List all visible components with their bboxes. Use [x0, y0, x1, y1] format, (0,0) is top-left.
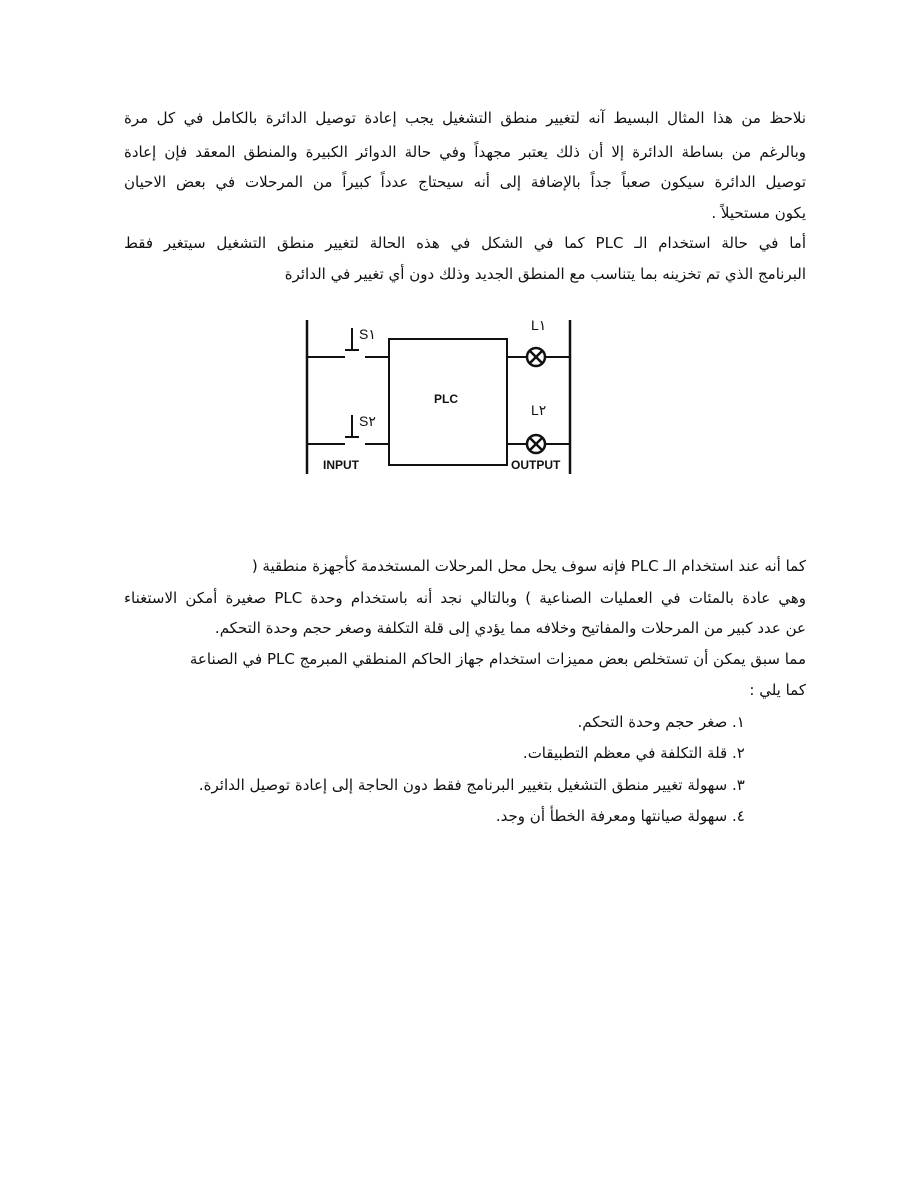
- advantage-number: ٣.: [732, 776, 745, 794]
- advantage-text: قلة التكلفة في معظم التطبيقات.: [522, 744, 728, 762]
- paragraph-3-line-4: مما سبق يمكن أن تستخلص بعض مميزات استخدام جهاز الحاكم المنطقي المبرمج PLC في الصناعة: [189, 650, 806, 668]
- plc-label: PLC: [434, 392, 458, 406]
- advantage-text: سهولة تغيير منطق التشغيل بتغيير البرنامج فقط دون الحاجة إلى إعادة توصيل الدائرة.: [198, 776, 728, 794]
- paragraph-1-line-3: توصيل الدائرة سيكون صعباً جداً بالإضافة إلى أنه سيحتاج عدداً كبيراً من المرحلات في بعض الاحيان: [124, 173, 806, 191]
- paragraph-1-line-4: يكون مستحيلاً .: [711, 204, 806, 222]
- lamp-l1-icon: [507, 348, 570, 366]
- advantage-text: سهولة صيانتها ومعرفة الخطأ أن وجد.: [495, 807, 728, 825]
- advantage-number: ٤.: [732, 807, 745, 825]
- lamp-l1-label: L١: [531, 317, 547, 333]
- paragraph-2-line-1: أما في حالة استخدام الـ PLC كما في الشكل في هذه الحالة لتغيير منطق التشغيل سيتغير فقط: [124, 234, 806, 252]
- advantage-item: [523, 743, 758, 763]
- paragraph-2-line-2: البرنامج الذي تم تخزينه بما يتناسب مع المنطق الجديد وذلك دون أي تغيير في الدائرة: [284, 265, 806, 283]
- advantage-item: [199, 775, 758, 795]
- advantage-text: صغر حجم وحدة التحكم.: [577, 713, 728, 731]
- output-label: OUTPUT: [511, 458, 561, 472]
- switch-s1-label: S١: [359, 326, 376, 342]
- lamp-l2-icon: [507, 435, 570, 453]
- plc-circuit-diagram: [295, 312, 585, 482]
- paragraph-3-line-5: كما يلي :: [749, 681, 806, 699]
- paragraph-1-line-1: نلاحظ من هذا المثال البسيط آنه لتغيير منطق التشغيل يجب إعادة توصيل الدائرة بالكامل في كل مرة: [124, 109, 806, 127]
- paragraph-3-line-3: عن عدد كبير من المرحلات والمفاتيح وخلافه مما يؤدي إلى قلة التكلفة وصغر حجم وحدة التحكم.: [214, 619, 806, 637]
- switch-s1: [307, 328, 389, 357]
- switch-s2: [307, 415, 389, 444]
- input-label: INPUT: [323, 458, 359, 472]
- switch-s2-label: S٢: [359, 413, 376, 429]
- advantage-number: ١.: [732, 713, 745, 731]
- advantage-item: [577, 712, 758, 732]
- paragraph-1-line-2: وبالرغم من بساطة الدائرة إلا أن ذلك يعتبر مجهداً وفي حالة الدوائر الكبيرة والمنطق المعقد فإن إعادة: [124, 143, 806, 161]
- lamp-l2-label: L٢: [531, 402, 547, 418]
- paragraph-3-line-2: وهي عادة بالمئات في العمليات الصناعية ) وبالتالي نجد أنه باستخدام وحدة PLC صغيرة أمكن الاستغناء: [124, 589, 807, 607]
- advantage-item: [496, 806, 758, 826]
- paragraph-3-line-1: كما أنه عند استخدام الـ PLC فإنه سوف يحل محل المرحلات المستخدمة كأجهزة منطقية (: [251, 557, 806, 575]
- advantage-number: ٢.: [732, 744, 745, 762]
